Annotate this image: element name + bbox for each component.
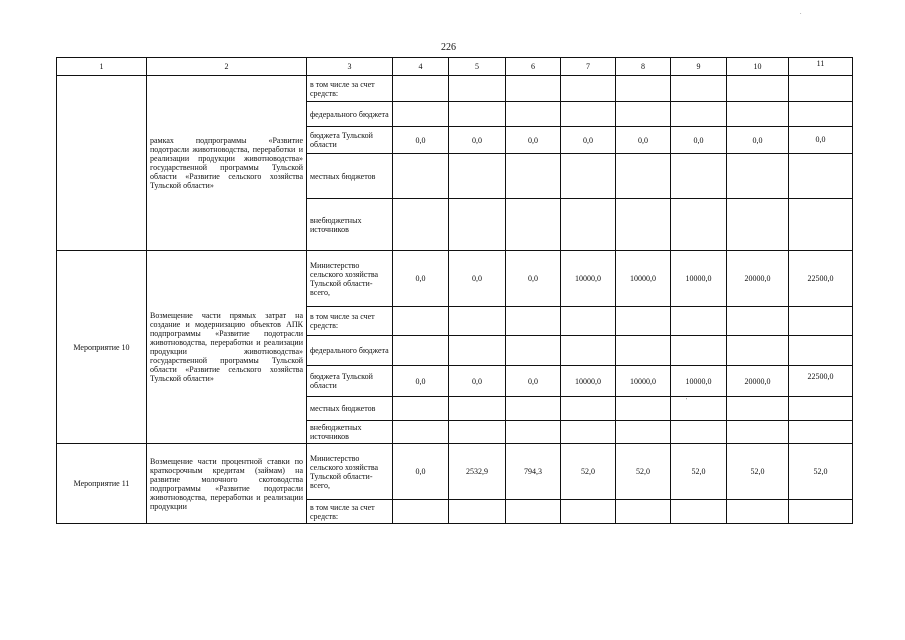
value-cell: 10000,0 <box>561 251 616 307</box>
value-cell <box>671 336 727 366</box>
value-cell <box>671 102 727 127</box>
value-cell: 52,0 <box>561 444 616 500</box>
value-cell <box>727 102 789 127</box>
header-cell: 5 <box>449 58 506 76</box>
value-cell <box>449 500 506 524</box>
value-cell <box>561 397 616 421</box>
value-cell <box>506 500 561 524</box>
header-cell: 4 <box>393 58 449 76</box>
value-cell <box>789 199 853 251</box>
value-cell <box>616 199 671 251</box>
value-cell: 0,0 <box>506 127 561 154</box>
value-cell <box>449 154 506 199</box>
value-cell <box>727 421 789 444</box>
value-cell <box>616 102 671 127</box>
value-cell: 2532,9 <box>449 444 506 500</box>
value-cell: 10000,0 <box>671 366 727 397</box>
value-cell: 0,0 <box>616 127 671 154</box>
source-label: бюджета Тульской области <box>307 366 393 397</box>
value-cell: 0,0 <box>449 251 506 307</box>
event-name-cell <box>57 76 147 251</box>
value-cell <box>789 500 853 524</box>
value-cell <box>393 199 449 251</box>
value-cell <box>671 199 727 251</box>
table-row <box>57 251 853 307</box>
value-cell <box>506 397 561 421</box>
value-cell <box>506 154 561 199</box>
value-cell <box>616 76 671 102</box>
value-cell <box>506 102 561 127</box>
header-cell: 3 <box>307 58 393 76</box>
value-cell <box>789 336 853 366</box>
value-cell: 22500,0 <box>789 251 853 307</box>
value-cell <box>616 500 671 524</box>
value-cell <box>727 336 789 366</box>
source-label: бюджета Тульской области <box>307 127 393 154</box>
value-cell <box>561 199 616 251</box>
source-label: Министерство сельского хозяйства Тульской области-всего, <box>307 251 393 307</box>
budget-table <box>56 57 853 524</box>
header-cell: 1 <box>57 58 147 76</box>
value-cell: 52,0 <box>616 444 671 500</box>
value-cell <box>561 307 616 336</box>
value-cell: 0,0 <box>393 251 449 307</box>
source-label: в том числе за счет средств: <box>307 76 393 102</box>
value-cell <box>727 154 789 199</box>
value-cell: 0,0 <box>789 127 853 154</box>
source-label: федерального бюджета <box>307 336 393 366</box>
value-cell <box>393 500 449 524</box>
value-cell: 10000,0 <box>616 251 671 307</box>
value-cell <box>789 76 853 102</box>
value-cell: 10000,0 <box>616 366 671 397</box>
value-cell <box>506 76 561 102</box>
value-cell <box>789 421 853 444</box>
value-cell <box>727 500 789 524</box>
value-cell <box>449 307 506 336</box>
event-description: Возмещение части процентной ставки по краткосрочным кредитам (займам) на развитие молочного скотоводства подпрограммы «Развитие подотрасли животноводства, переработки и реализации продукции <box>147 444 307 524</box>
value-cell: 0,0 <box>449 127 506 154</box>
value-cell <box>393 421 449 444</box>
value-cell <box>727 307 789 336</box>
value-cell <box>506 421 561 444</box>
event-description: рамках подпрограммы «Развитие подотрасли животноводства, переработки и реализации продукции животноводства» государственной программы Тульской области «Развитие сельского хозяйства Тульской области» <box>147 76 307 251</box>
source-label: местных бюджетов <box>307 397 393 421</box>
value-cell <box>789 102 853 127</box>
value-cell <box>449 336 506 366</box>
header-cell: 9 <box>671 58 727 76</box>
value-cell: 0,0 <box>727 127 789 154</box>
value-cell <box>671 397 727 421</box>
value-cell: 0,0 <box>506 366 561 397</box>
value-cell <box>561 421 616 444</box>
value-cell: 20000,0 <box>727 251 789 307</box>
value-cell <box>506 307 561 336</box>
table-row <box>57 444 853 500</box>
source-label: в том числе за счет средств: <box>307 500 393 524</box>
header-cell: 6 <box>506 58 561 76</box>
value-cell <box>616 397 671 421</box>
value-cell: 0,0 <box>506 251 561 307</box>
value-cell <box>393 336 449 366</box>
value-cell <box>671 500 727 524</box>
value-cell <box>506 336 561 366</box>
value-cell <box>449 397 506 421</box>
table-row <box>57 76 853 102</box>
header-row <box>57 58 853 76</box>
header-cell: 2 <box>147 58 307 76</box>
scan-speck: ' <box>686 398 688 404</box>
header-cell: 10 <box>727 58 789 76</box>
value-cell <box>616 154 671 199</box>
value-cell <box>727 76 789 102</box>
page-number: 226 <box>441 42 456 53</box>
value-cell: 52,0 <box>727 444 789 500</box>
value-cell: 0,0 <box>561 127 616 154</box>
value-cell: 0,0 <box>393 127 449 154</box>
value-cell <box>561 154 616 199</box>
value-cell <box>561 336 616 366</box>
source-label: внебюджетных источников <box>307 421 393 444</box>
value-cell: 22500,0 <box>789 366 853 397</box>
value-cell <box>671 421 727 444</box>
value-cell: 20000,0 <box>727 366 789 397</box>
value-cell <box>561 76 616 102</box>
value-cell <box>393 307 449 336</box>
value-cell <box>393 397 449 421</box>
source-label: федерального бюджета <box>307 102 393 127</box>
value-cell: 10000,0 <box>561 366 616 397</box>
value-cell <box>616 421 671 444</box>
value-cell <box>789 307 853 336</box>
value-cell <box>449 421 506 444</box>
value-cell <box>393 154 449 199</box>
value-cell <box>393 102 449 127</box>
value-cell <box>671 307 727 336</box>
value-cell: 0,0 <box>393 366 449 397</box>
value-cell <box>449 199 506 251</box>
header-cell: 8 <box>616 58 671 76</box>
event-name-cell: Мероприятие 10 <box>57 251 147 444</box>
value-cell <box>616 307 671 336</box>
value-cell: 794,3 <box>506 444 561 500</box>
source-label: местных бюджетов <box>307 154 393 199</box>
value-cell: 52,0 <box>671 444 727 500</box>
value-cell <box>506 199 561 251</box>
value-cell <box>561 102 616 127</box>
header-cell: 11 <box>789 58 853 76</box>
value-cell: 0,0 <box>449 366 506 397</box>
value-cell <box>727 199 789 251</box>
value-cell: 0,0 <box>393 444 449 500</box>
value-cell <box>449 102 506 127</box>
header-cell: 7 <box>561 58 616 76</box>
event-name-cell: Мероприятие 11 <box>57 444 147 524</box>
value-cell <box>789 154 853 199</box>
value-cell: 0,0 <box>671 127 727 154</box>
source-label: внебюджетных источников <box>307 199 393 251</box>
event-description: Возмещение части прямых затрат на создание и модернизацию объектов АПК подпрограммы «Развитие подотрасли животноводства, переработки и реализации продукции животноводства» государственной программы Тульской области «Развитие сельского хозяйства Тульской области» <box>147 251 307 444</box>
value-cell: 52,0 <box>789 444 853 500</box>
value-cell <box>671 154 727 199</box>
value-cell <box>561 500 616 524</box>
scan-speck: . <box>800 10 802 16</box>
value-cell <box>789 397 853 421</box>
value-cell <box>727 397 789 421</box>
source-label: Министерство сельского хозяйства Тульской области-всего, <box>307 444 393 500</box>
value-cell <box>671 76 727 102</box>
source-label: в том числе за счет средств: <box>307 307 393 336</box>
value-cell: 10000,0 <box>671 251 727 307</box>
value-cell <box>616 336 671 366</box>
value-cell <box>393 76 449 102</box>
value-cell <box>449 76 506 102</box>
